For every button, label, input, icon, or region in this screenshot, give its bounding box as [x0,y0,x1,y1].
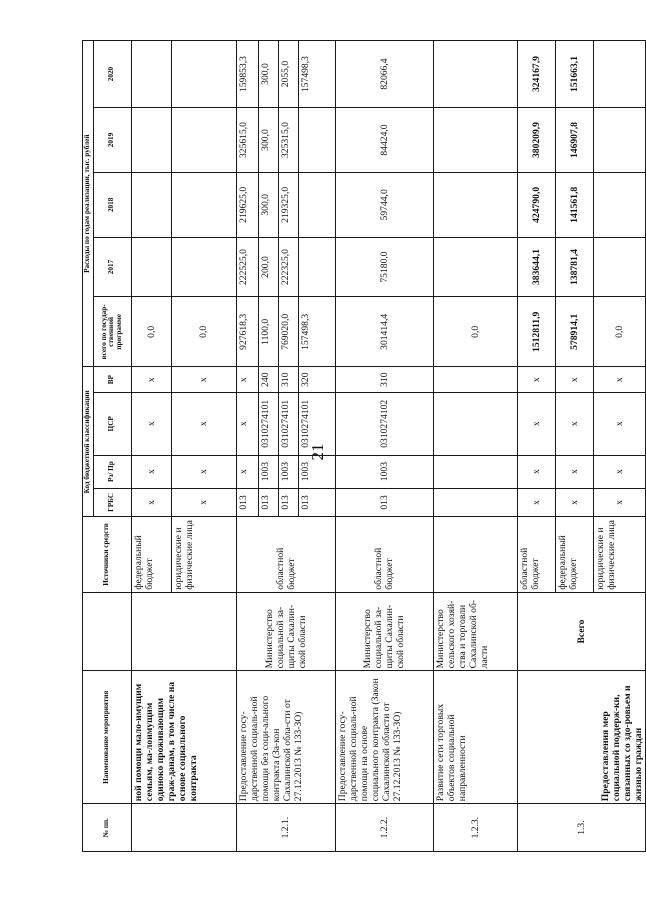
header-total: всего по государ-ственной программе [93,297,131,367]
executor: Министерство социальной за-щиты Сахалин-ской области [236,592,335,671]
budget-table [82,40,646,852]
header-2019: 2019 [93,108,131,173]
header-funding-source: Источники средств [83,517,132,592]
source: федеральный бюджет [555,517,593,592]
table-row: юридические и физические лица х х х х 0,0 [171,41,236,852]
source: областной бюджет [236,517,335,592]
row-number: 1.2.2. [335,804,433,852]
table-row: ной помощи мало-имущим семьям, ма-лоимущим одиноко проживающим граж-данам, в том числе на основе социального контракта федеральный бюджет х х х х 0,0 [131,41,171,852]
table-row: федеральный бюджет х х х х 578914,1 138781,4 141561,8 146907,8 151663,1 [555,41,593,852]
row-number: 1.2.1. [236,804,335,852]
total-label: Всего [517,592,645,671]
header-executor [83,592,132,671]
row-number: 1.3. [517,804,645,852]
source: юридические и физические лица [171,517,236,592]
source: федеральный бюджет [131,517,171,592]
header-csr: ЦСР [93,392,131,455]
header-measure-name: Наименование мероприятия [83,671,132,804]
executor: Министерство сельского хозяй-ства и торговли Сахалинской об-ласти [433,592,517,671]
table-row: юридические и физические лица х х х х 0,0 [593,41,645,852]
measure-name: Развитие сети торговых объектов социальной направленности [433,671,517,804]
header-expenses: Расходы по годам реализации, тыс. рублей [83,41,94,367]
row-number: 1.2.3. [433,804,517,852]
header-grbs: ГРБС [93,488,131,517]
measure-name: Предоставления мер социальной поддерж-ки, связанных со здо-ровьем и жизнью граждан [517,671,645,804]
header-rz-pr: Рз/ Пр [93,455,131,488]
table-row: 1.2.2. Предоставление госу-дарственной социаль-ной помощи на основе социального контракта (Закон Сахалинской области от 27.12.2013 № 133-ЗО) Министерство социальной за-щиты Сахалин-ской области областной бюджет 013 1003 0310274102 310 301414,4 75180,0 59744,0 84424,0 82066,4 [335,41,433,852]
header-vr: ВР [93,367,131,393]
source: юридические и физические лица [593,517,645,592]
page-number: 21 [308,443,327,461]
table-row: 013 1003 0310274101 310 769020,0 222325,0 219325,0 325315,0 2055,0 [278,41,298,852]
header-2020: 2020 [93,41,131,108]
header-number: № пп. [83,804,132,852]
header-2017: 2017 [93,237,131,297]
table-row: 1.3. Предоставления мер социальной поддерж-ки, связанных со здо-ровьем и жизнью граждан Всего областной бюджет х х х х 1512811,9 383644,1 424790,0 380209,9 324167,9 [517,41,555,852]
header-2018: 2018 [93,172,131,237]
table-row: 013 1003 0310274101 240 1100,0 200,0 300,0 300,0 300,0 [258,41,278,852]
executor: Министерство социальной за-щиты Сахалин-ской области [335,592,433,671]
source: областной бюджет [517,517,555,592]
measure-name: Предоставление госу-дарственной социаль-ной помощи на основе социального контракта (Закон Сахалинской области от 27.12.2013 № 133-ЗО) [335,671,433,804]
measure-name: Предоставление госу-дарственной социаль-ной помощи без соци-ального контракта (За-кон Сахалинской обла-сти от 27.12.2013 № 133-ЗО) [236,671,335,804]
table-row: 1.2.3. Развитие сети торговых объектов социальной направленности Министерство сельского хозяй-ства и торговли Сахалинской об-ласти 0,0 [433,41,517,852]
measure-name-cont: ной помощи мало-имущим семьям, ма-лоимущим одиноко проживающим граж-данам, в том числе на основе социального контракта [131,671,236,804]
header-budget-code: Код бюджетной классификации [83,367,94,517]
budget-table-rotated [82,40,644,852]
table-row: 1.2.1. Предоставление госу-дарственной социаль-ной помощи без соци-ального контракта (За-кон Сахалинской обла-сти от 27.12.2013 № 133-ЗО) Министерство социальной за-щиты Сахалин-ской области областной бюджет 013 х х х 927618,3 222525,0 219625,0 325615,0 159853,3 [236,41,258,852]
source: областной бюджет [335,517,433,592]
table-row: 013 1003 0310274101 320 157498,3 157498,3 [298,41,335,852]
